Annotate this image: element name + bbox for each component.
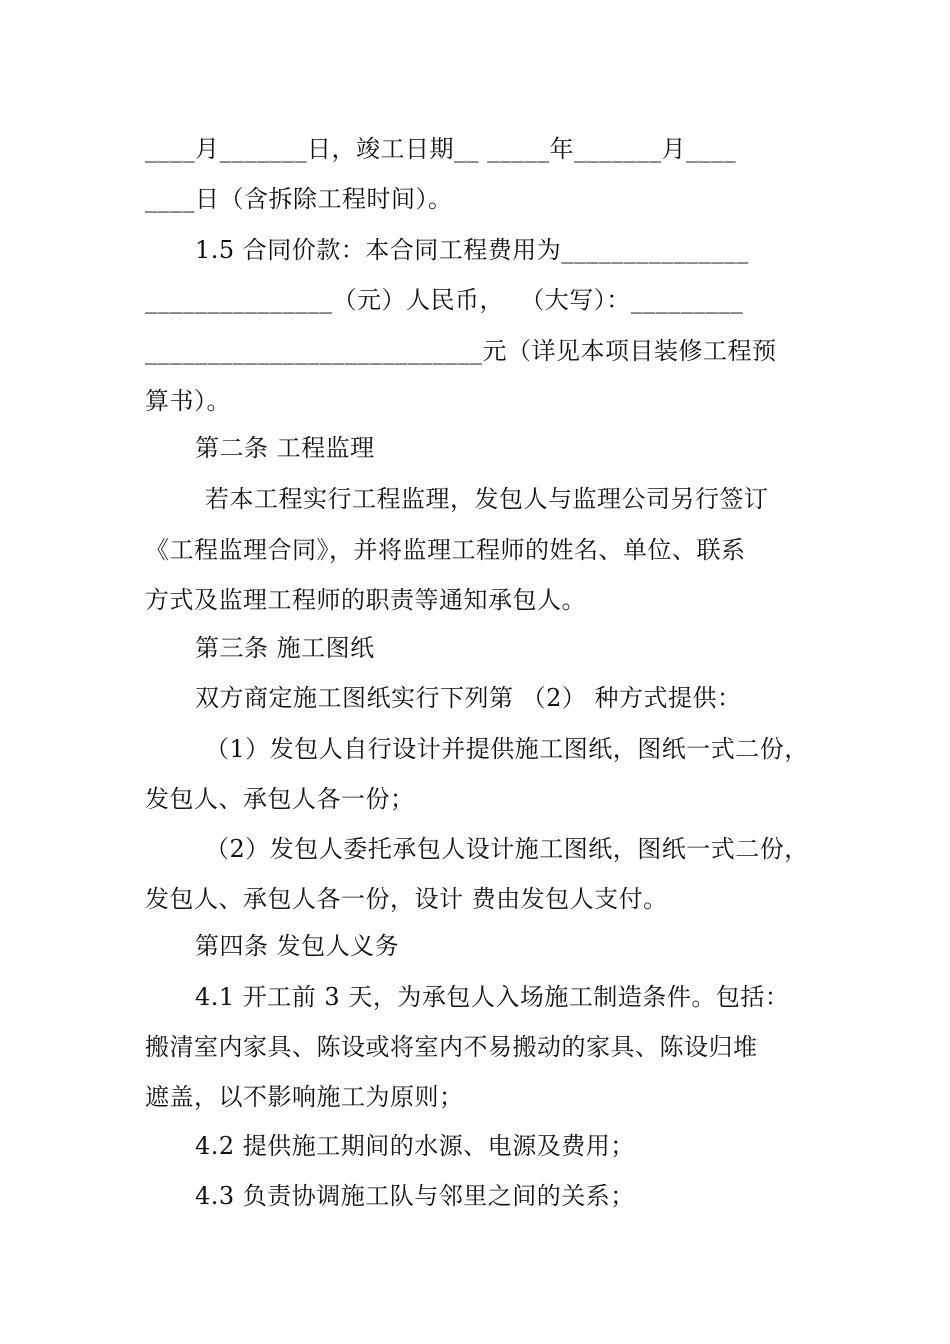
- text-line-duty-4-1-cont: 搬清室内家具、陈设或将室内不易搬动的家具、陈设归堆: [145, 1033, 758, 1061]
- text-line-completion-date: ____月_______日，竣工日期__ _____年_______月____: [145, 135, 737, 163]
- text-line-drawings-option1: （1）发包人自行设计并提供施工图纸，图纸一式二份，: [205, 735, 809, 763]
- section-heading-drawings: 第三条 施工图纸: [195, 634, 375, 662]
- text-line-price-amount: _______________（元）人民币， （大写）：_________: [145, 286, 744, 314]
- text-line-drawings-option1-cont: 发包人、承包人各一份；: [145, 785, 415, 813]
- text-line-supervision-3: 方式及监理工程师的职责等通知承包人。: [145, 586, 586, 614]
- text-line-drawings-option2-cont: 发包人、承包人各一份，设计 费由发包人支付。: [145, 885, 668, 913]
- section-heading-supervision: 第二条 工程监理: [195, 434, 375, 462]
- text-line-contract-price: 1.5 合同价款：本合同工程费用为_______________: [195, 236, 749, 264]
- text-line-drawings-option2: （2）发包人委托承包人设计施工图纸，图纸一式二份，: [205, 835, 809, 863]
- text-line-duty-4-1-end: 遮盖，以不影响施工为原则；: [145, 1083, 464, 1111]
- section-heading-employer-duties: 第四条 发包人义务: [195, 932, 400, 960]
- text-line-supervision-2: 《工程监理合同》，并将监理工程师的姓名、单位、联系: [145, 536, 746, 564]
- text-line-budget: 算书）。: [145, 387, 231, 415]
- text-line-supervision-1: 若本工程实行工程监理，发包人与监理公司另行签订: [205, 485, 769, 513]
- text-line-duty-4-2: 4.2 提供施工期间的水源、电源及费用；: [195, 1132, 635, 1160]
- text-line-demolition-note: ____日（含拆除工程时间）。: [145, 185, 453, 213]
- text-line-duty-4-1: 4.1 开工前 3 天，为承包人入场施工制造条件。包括：: [195, 983, 790, 1011]
- text-line-price-capital: ___________________________元（详见本项目装修工程预: [145, 337, 777, 365]
- text-line-drawings-method: 双方商定施工图纸实行下列第 （2） 种方式提供：: [195, 684, 742, 712]
- text-line-duty-4-3: 4.3 负责协调施工队与邻里之间的关系；: [195, 1182, 635, 1210]
